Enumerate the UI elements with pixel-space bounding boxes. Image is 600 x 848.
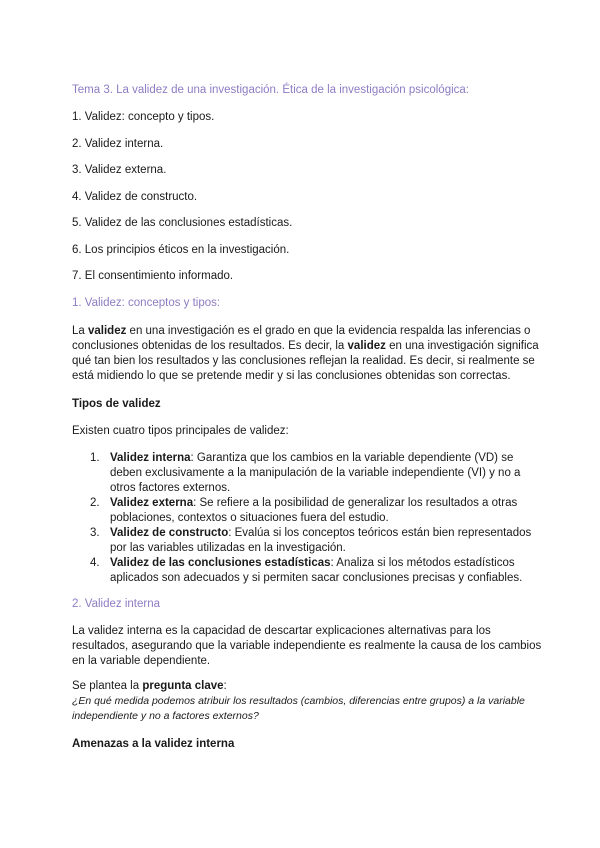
tipos-intro: Existen cuatro tipos principales de validez: [72,425,289,437]
tipos-validez-list [72,451,542,586]
toc-item-1: 1. Validez: concepto y tipos. [72,111,215,123]
toc-item-5: 5. Validez de las conclusiones estadísticas. [72,217,293,229]
tipos-validez-subheading: Tipos de validez [72,398,161,410]
section-2-heading: 2. Validez interna [72,598,161,610]
amenazas-subheading: Amenazas a la validez interna [72,738,235,750]
pregunta-clave-block [72,679,542,724]
list-item: 1. Validez interna: Garantiza que los cambios en la variable dependiente (VD) se deben exclusivamente a la manipulación de la variable independiente (VI) y no a otros factores externos. [90,452,521,494]
validez-interna-paragraph: La validez interna es la capacidad de descartar explicaciones alternativas para los resultados, asegurando que la variable independiente es realmente la causa de los cambios en la variable dependiente. [72,625,542,667]
list-item: 2. Validez externa: Se refiere a la posibilidad de generalizar los resultados a otras poblaciones, contextos o situaciones fuera del estudio. [90,497,518,524]
list-item: 4. Validez de las conclusiones estadísticas: Analiza si los métodos estadísticos aplicados son adecuados y si permiten sacar conclusiones precisas y confiables. [90,557,523,584]
toc-item-3: 3. Validez externa. [72,164,167,176]
toc-item-6: 6. Los principios éticos en la investigación. [72,244,290,256]
toc-item-2: 2. Validez interna. [72,138,164,150]
pregunta-clave-question: ¿En qué medida podemos atribuir los resultados (cambios, diferencias entre grupos) a la variable independiente y no a factores externos? [72,695,525,722]
toc-item-7: 7. El consentimiento informado. [72,270,234,282]
pregunta-clave-intro: Se plantea la pregunta clave: [72,680,227,692]
toc-item-4: 4. Validez de constructo. [72,191,198,203]
validez-definition-paragraph: La validez en una investigación es el grado en que la evidencia respalda las inferencias o conclusiones obtenidas de los resultados. Es decir, la validez en una investigación significa qué tan bien los resultados y las conclusiones reflejan la realidad. Es decir, si realmente se está midiendo lo que se pretende medir y si las conclusiones obtenidas son correctas. [72,325,539,382]
document-title: Tema 3. La validez de una investigación. Ética de la investigación psicológica: [72,84,469,96]
list-item: 3. Validez de constructo: Evalúa si los conceptos teóricos están bien representados por las variables utilizadas en la investigación. [90,527,532,554]
section-1-heading: 1. Validez: conceptos y tipos: [72,297,221,309]
